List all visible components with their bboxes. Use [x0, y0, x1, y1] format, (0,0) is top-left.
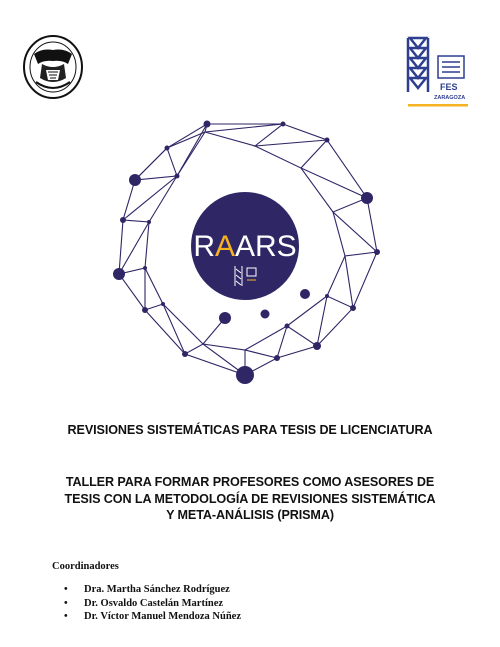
- raars-network-emblem: [105, 118, 390, 388]
- coordinators-list: [64, 583, 241, 624]
- fes-zaragoza-logo: [404, 34, 470, 108]
- fes-text: FES: [440, 82, 458, 92]
- raars-wordmark: [193, 230, 296, 263]
- main-title: [0, 474, 500, 524]
- zaragoza-text: ZARAGOZA: [434, 95, 466, 101]
- coordinator-item: [64, 597, 241, 611]
- raars-r: R: [193, 230, 215, 263]
- raars-a-accent: A: [214, 230, 235, 263]
- raars-ars: ARS: [235, 230, 297, 263]
- bullet-icon: •: [64, 611, 68, 622]
- coordinator-item: [64, 583, 241, 597]
- coordinator-name: Dr. Osvaldo Castelán Martínez: [84, 597, 224, 609]
- coordinator-name: Dra. Martha Sánchez Rodríguez: [84, 584, 230, 595]
- coordinator-item: [64, 610, 241, 624]
- unam-seal-logo: [22, 34, 84, 100]
- coordinator-name: Dr. Víctor Manuel Mendoza Núñez: [84, 611, 242, 622]
- subtitle-heading: REVISIONES SISTEMÁTICAS PARA TESIS DE LICENCIATURA: [67, 423, 433, 437]
- coordinators-heading: Coordinadores: [52, 561, 119, 572]
- main-title-line-3: Y META-ANÁLISIS (PRISMA): [166, 508, 334, 522]
- bullet-icon: •: [64, 597, 68, 609]
- bullet-icon: •: [64, 584, 68, 595]
- main-title-line-2: TESIS CON LA METODOLOGÍA DE REVISIONES SISTEMÁTICA: [64, 491, 436, 506]
- main-title-line-1: TALLER PARA FORMAR PROFESORES COMO ASESORES DE: [65, 475, 435, 489]
